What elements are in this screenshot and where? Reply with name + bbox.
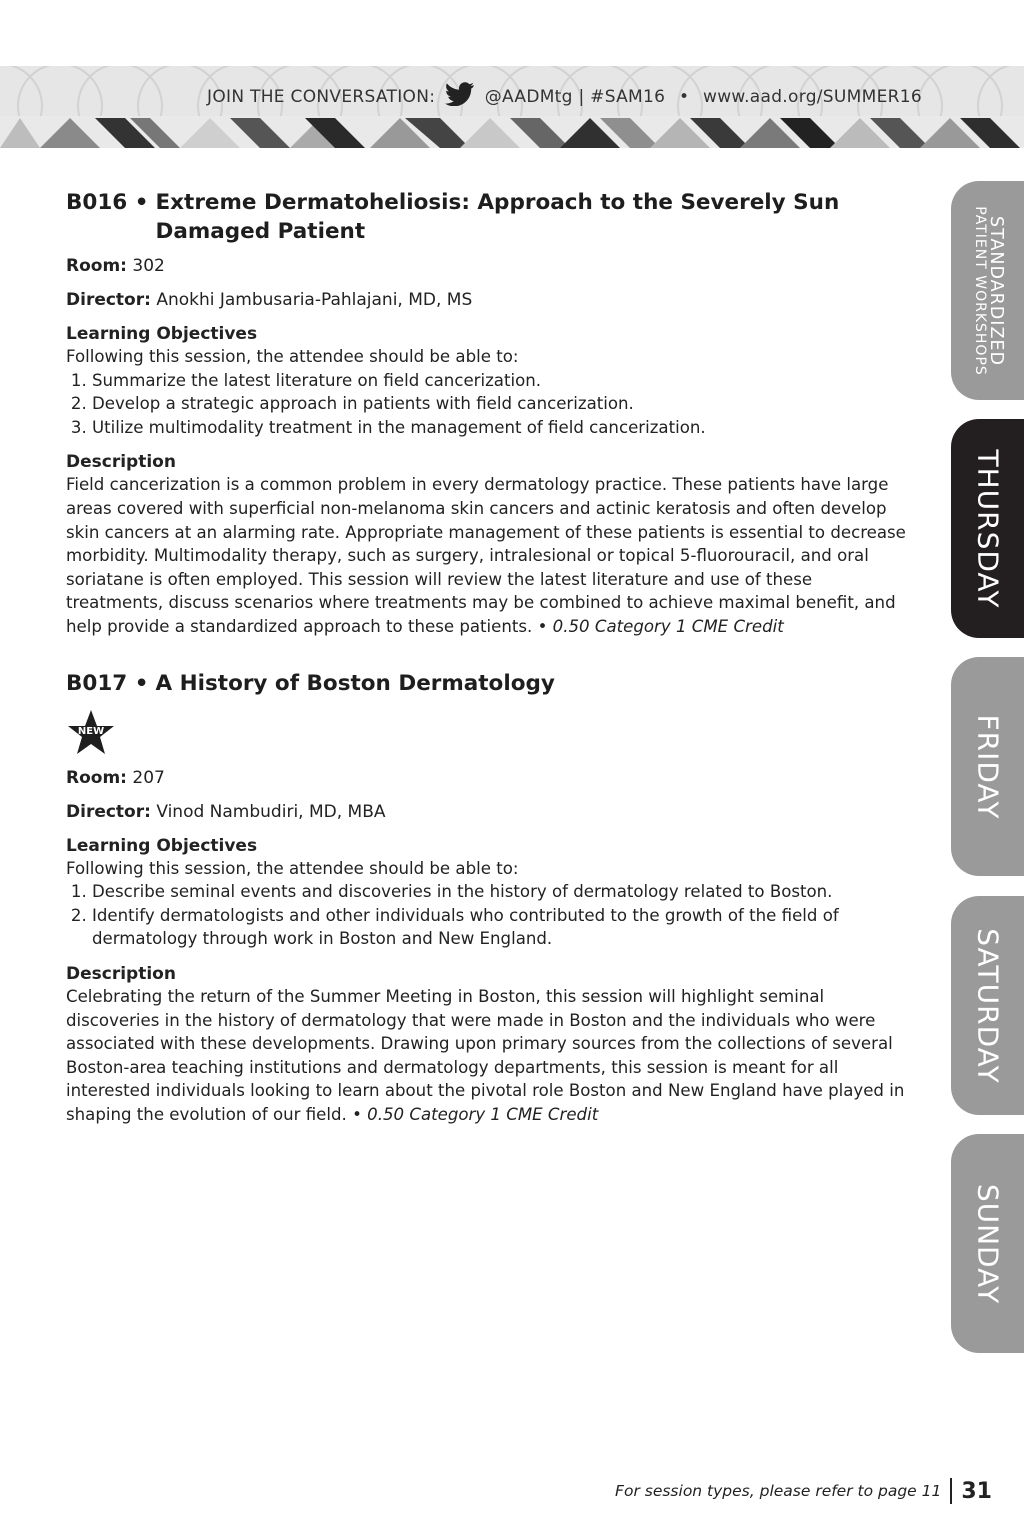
tab-label: FRIDAY	[971, 714, 1004, 819]
session-b017	[66, 669, 912, 1127]
main-content	[66, 188, 912, 1126]
objective-item: 1. Summarize the latest literature on field cancerization.	[92, 369, 912, 393]
tab-standardized-patient-workshops[interactable]	[951, 181, 1024, 400]
objective-item: 3. Utilize multimodality treatment in the management of field cancerization.	[92, 416, 912, 440]
page-number: 31	[961, 1478, 992, 1504]
objectives-intro: Following this session, the attendee should be able to:	[66, 858, 519, 878]
twitter-handle: @AADMtg | #SAM16	[484, 87, 666, 107]
session-title	[66, 188, 912, 246]
description-body: Field cancerization is a common problem in every dermatology practice. These patients have large areas covered with superficial non-melanoma skin cancers and actinic keratosis and often develop skin cancers at an alarming rate. Appropriate management of these patients is essential to decrease morbidity. Multimodality therapy, such as surgery, intralesional or topical 5-fluorouracil, and oral soriatane is often employed. This session will review the latest literature and use of these treatments, discuss scenarios where treatments may be combined to achieve maximal benefit, and help provide a standardized approach to these patients. •	[66, 475, 906, 636]
banner-text	[0, 82, 1024, 107]
session-code: B017 •	[66, 670, 149, 696]
objectives-heading: Learning Objectives	[66, 835, 258, 856]
session-b016	[66, 188, 912, 639]
objective-item: 2. Identify dermatologists and other individuals who contributed to the growth of the field of dermatology through work in Boston and New England.	[92, 904, 912, 951]
tab-label-line1: STANDARDIZED	[985, 215, 1006, 366]
description-body: Celebrating the return of the Summer Meeting in Boston, this session will highlight seminal discoveries in the history of dermatology that were made in Boston and the individuals who were associated with these developments. Drawing upon primary sources from the collections of several Boston-area teaching institutions and dermatology departments, this session is meant for all interested individuals looking to learn about the pivotal role Boston and New England have played in shaping the evolution of our field. •	[66, 986, 905, 1124]
session-title-text: A History of Boston Dermatology	[155, 670, 555, 696]
session-code: B016 •	[66, 190, 149, 215]
objectives-intro: Following this session, the attendee should be able to:	[66, 347, 519, 366]
footer-note: For session types, please refer to page 11	[615, 1482, 942, 1500]
tab-sunday[interactable]	[951, 1134, 1024, 1353]
new-badge	[66, 708, 116, 758]
website-url[interactable]: www.aad.org/SUMMER16	[703, 87, 922, 107]
objective-item: 2. Develop a strategic approach in patients with field cancerization.	[92, 392, 912, 416]
room-line	[66, 255, 912, 277]
description-text	[66, 473, 912, 638]
description-heading: Description	[66, 452, 176, 473]
description-text	[66, 985, 912, 1127]
tab-label: SUNDAY	[971, 1183, 1004, 1304]
decorative-pattern	[0, 66, 1024, 148]
room-label: Room:	[66, 767, 127, 788]
room-label: Room:	[66, 256, 127, 276]
director-label: Director:	[66, 290, 151, 310]
session-title-text: Extreme Dermatoheliosis: Approach to the Severely Sun Damaged Patient	[155, 190, 840, 244]
tab-friday[interactable]	[951, 657, 1024, 876]
objectives-list	[66, 880, 912, 951]
join-text: JOIN THE CONVERSATION:	[207, 87, 436, 107]
cme-credit: 0.50 Category 1 CME Credit	[552, 616, 784, 636]
director-label: Director:	[66, 801, 151, 822]
header-banner	[0, 66, 1024, 148]
room-line	[66, 767, 912, 789]
twitter-bird-icon	[445, 82, 475, 106]
director-line	[66, 289, 912, 311]
director-line	[66, 801, 912, 823]
room-value: 302	[132, 256, 165, 276]
tab-label-line2: PATIENT WORKSHOPS	[971, 205, 988, 376]
director-value: Anokhi Jambusaria-Pahlajani, MD, MS	[156, 290, 473, 310]
session-title	[66, 669, 912, 698]
separator-bullet: •	[678, 87, 690, 107]
objectives-list	[66, 369, 912, 440]
tab-thursday[interactable]	[951, 419, 1024, 638]
page-footer	[615, 1478, 992, 1504]
tab-saturday[interactable]	[951, 896, 1024, 1115]
director-value: Vinod Nambudiri, MD, MBA	[156, 801, 386, 822]
tab-label: THURSDAY	[971, 448, 1004, 609]
description-heading: Description	[66, 963, 176, 984]
footer-divider	[950, 1478, 952, 1504]
tab-label: SATURDAY	[971, 927, 1004, 1084]
objective-item: 1. Describe seminal events and discoveries in the history of dermatology related to Boston.	[92, 880, 912, 904]
room-value: 207	[132, 767, 165, 788]
new-badge-label: NEW	[77, 725, 105, 737]
objectives-heading: Learning Objectives	[66, 324, 258, 344]
cme-credit: 0.50 Category 1 CME Credit	[367, 1104, 599, 1124]
